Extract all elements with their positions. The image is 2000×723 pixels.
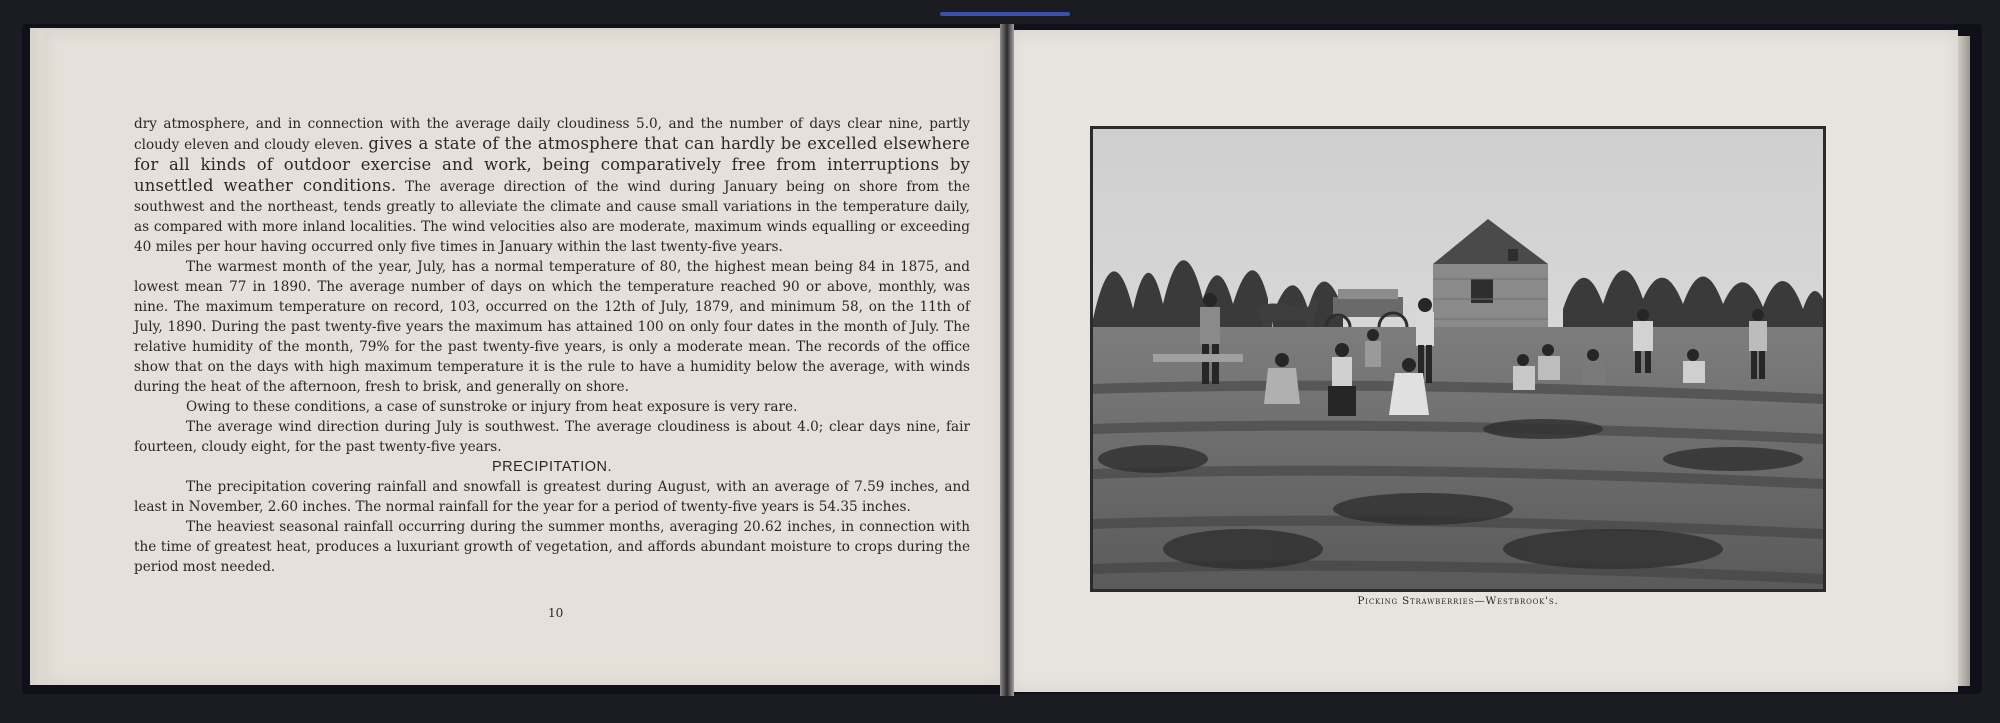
- paragraph-july: The warmest month of the year, July, has a normal temperature of 80, the highest mean being 84 in 1875, and lowest mean 77 in 1890. The average number of days on which the temperature reached 90 or above, monthly, was nine. The maximum temperature on record, 103, occurred on the 12th of July, 1879, and minimum 58, on the 11th of July, 1890. During the past twenty-five years the maximum has attained 100 on only four dates in the month of July. The relative humidity of the month, 79% for the past twenty-five years, is only a moderate mean. The records of the office show that on the days with high maximum temperature it is the rule to have a humidity below the average, with winds during the heat of the afternoon, fresh to brisk, and generally on shore.: [134, 259, 970, 395]
- book-gutter: [1000, 24, 1014, 696]
- paragraph-run: The average direction of the wind during January being on shore from the southwest and the northeast, tends greatly to alleviate the climate and cause small variations in the temperature daily, as compared with more inland localities. The wind velocities also are moderate, maximum winds equalling or exceeding 40 miles per hour having occurred only five times in January within the last twenty-five years.: [134, 179, 971, 255]
- right-page-edge: [1958, 36, 1970, 686]
- section-heading: PRECIPITATION.: [491, 459, 613, 475]
- blue-marker-strip: [940, 12, 1070, 16]
- left-page-text: [134, 114, 970, 577]
- paragraph-precipitation: The precipitation covering rainfall and snowfall is greatest during August, with an average of 7.59 inches, and least in November, 2.60 inches. The normal rainfall for the year for a period of twenty-five years is 54.35 inches.: [134, 479, 970, 515]
- paragraph-wind-direction: The average wind direction during July is southwest. The average cloudiness is about 4.0; clear days nine, fair fourteen, cloudy eight, for the past twenty-five years.: [134, 419, 970, 455]
- paragraph-run-large: gives a state of the atmosphere that can hardly be excelled elsewhere for all kinds of outdoor exercise and work, being comparatively free from interruptions by unsettled weather conditions.: [134, 134, 970, 195]
- photograph-frame: [1090, 126, 1826, 592]
- strawberry-field-photograph: [1093, 129, 1823, 589]
- paragraph-january: [134, 114, 970, 257]
- photo-caption: Picking Strawberries—Westbrook's.: [1357, 595, 1559, 607]
- paragraph-run: dry atmosphere, and in connection with the average daily cloudiness 5.0, and the number of days clear nine, partly cloudy eleven and cloudy eleven.: [134, 116, 970, 153]
- page-number: 10: [548, 606, 564, 620]
- paragraph-sunstroke: Owing to these conditions, a case of sunstroke or injury from heat exposure is very rare.: [186, 399, 798, 415]
- paragraph-seasonal-rainfall: The heaviest seasonal rainfall occurring during the summer months, averaging 20.62 inches, in connection with the time of greatest heat, produces a luxuriant growth of vegetation, and affords abundant moisture to crops during the period most needed.: [134, 519, 970, 575]
